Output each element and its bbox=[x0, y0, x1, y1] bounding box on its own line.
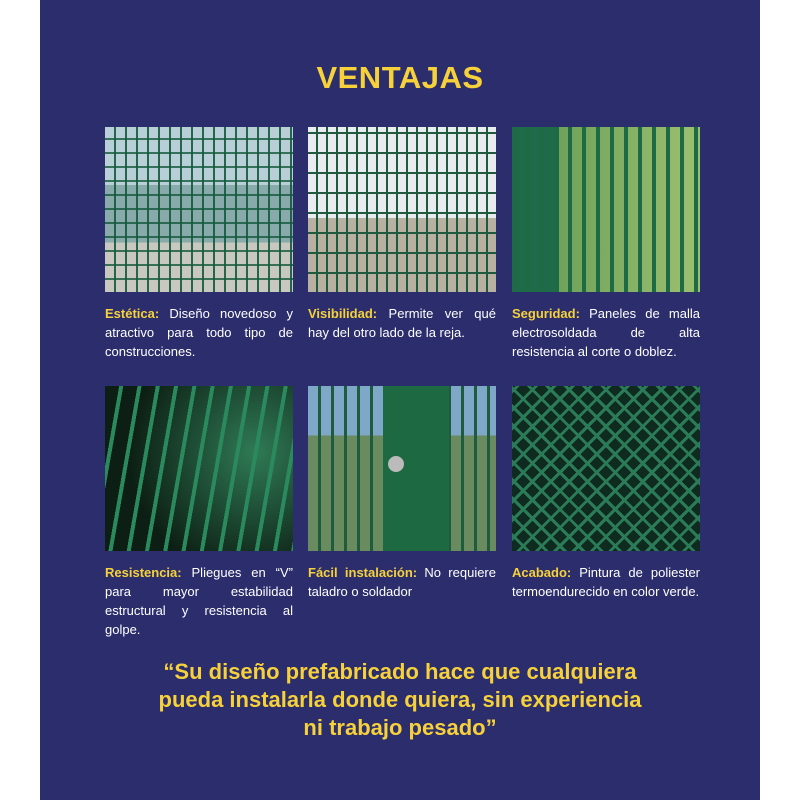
quote-line: pueda instalarla donde quiera, sin experiencia bbox=[158, 687, 642, 712]
quote-line: “Su diseño prefabricado hace que cualquiera bbox=[163, 659, 637, 684]
fence-photo-clamp bbox=[308, 386, 496, 551]
advantage-label: Visibilidad: bbox=[308, 306, 378, 321]
advantage-label: Seguridad: bbox=[512, 306, 580, 321]
advantage-text: No requiere taladro o soldador bbox=[308, 565, 496, 599]
advantage-text: Pliegues en “V” para mayor estabilidad estructural y resistencia al golpe. bbox=[105, 565, 293, 637]
bolt-icon bbox=[388, 456, 404, 472]
advantage-label: Estética: bbox=[105, 306, 160, 321]
quote-line: ni trabajo pesado” bbox=[303, 715, 497, 740]
advantage-text: Permite ver qué hay del otro lado de la reja. bbox=[308, 306, 496, 340]
advantage-text: Pintura de poliester termoendurecido en color verde. bbox=[512, 565, 700, 599]
advantage-label: Acabado: bbox=[512, 565, 572, 580]
advantage-acabado bbox=[512, 386, 700, 601]
fence-photo-mesh bbox=[512, 386, 700, 551]
advantage-text: Paneles de malla electrosoldada de alta resistencia al corte o doblez. bbox=[512, 306, 700, 359]
fence-photo-see-through bbox=[308, 127, 496, 292]
advantage-label: Fácil instalación: bbox=[308, 565, 418, 580]
page-title: VENTAJAS bbox=[316, 60, 484, 95]
advantage-text: Diseño novedoso y atractivo para todo tipo de construcciones. bbox=[105, 306, 293, 359]
fence-photo-v-folds bbox=[105, 386, 293, 551]
advantage-label: Resistencia: bbox=[105, 565, 182, 580]
advantage-resistencia bbox=[105, 386, 293, 639]
advantage-instalacion bbox=[308, 386, 496, 601]
fence-photo-post bbox=[512, 127, 700, 292]
quote bbox=[0, 658, 800, 742]
advantage-estetica bbox=[105, 127, 293, 361]
fence-photo-street bbox=[105, 127, 293, 292]
advantage-seguridad bbox=[512, 127, 700, 361]
advantage-visibilidad bbox=[308, 127, 496, 342]
